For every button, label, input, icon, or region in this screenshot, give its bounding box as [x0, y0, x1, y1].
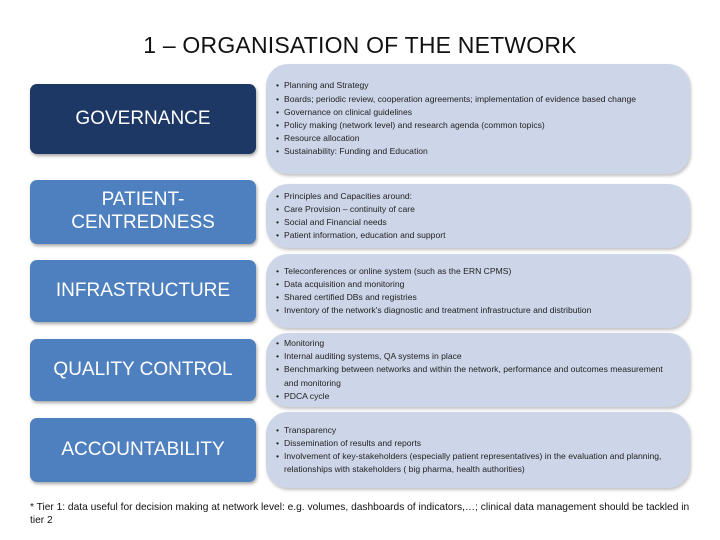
infrastructure-label: INFRASTRUCTURE — [30, 260, 256, 322]
accountability-item: • Transparency — [276, 424, 676, 437]
patient-centredness-item: • Principles and Capacities around: — [276, 190, 445, 203]
row-patient-centredness — [30, 180, 690, 250]
quality-control-details — [266, 333, 690, 407]
infrastructure-item: • Inventory of the network's diagnostic and treatment infrastructure and distribution — [276, 304, 591, 317]
governance-item: • Governance on clinical guidelines — [276, 106, 636, 119]
governance-item: • Sustainability: Funding and Education — [276, 145, 636, 158]
page-title: 1 – ORGANISATION OF THE NETWORK — [143, 32, 577, 58]
quality-control-label: QUALITY CONTROL — [30, 339, 256, 401]
accountability-item: • Dissemination of results and reports — [276, 437, 676, 450]
infrastructure-item: • Data acquisition and monitoring — [276, 278, 591, 291]
quality-control-item: • Internal auditing systems, QA systems in place — [276, 350, 676, 363]
accountability-details — [266, 412, 690, 488]
row-infrastructure — [30, 254, 690, 328]
patient-centredness-item: • Care Provision – continuity of care — [276, 203, 445, 216]
row-quality-control — [30, 333, 690, 407]
footnote: * Tier 1: data useful for decision making at network level: e.g. volumes, dashboards of indicators,…; clinical data management should be tackled in tier 2 — [30, 502, 690, 526]
infrastructure-item: • Teleconferences or online system (such as the ERN CPMS) — [276, 265, 591, 278]
governance-item: • Resource allocation — [276, 132, 636, 145]
row-accountability — [30, 412, 690, 488]
infrastructure-item: • Shared certified DBs and registries — [276, 291, 591, 304]
governance-details — [266, 64, 690, 174]
quality-control-item: • PDCA cycle — [276, 390, 676, 403]
infrastructure-details — [266, 254, 690, 328]
quality-control-item: • Monitoring — [276, 337, 676, 350]
patient-centredness-item: • Patient information, education and support — [276, 229, 445, 242]
patient-centredness-item: • Social and Financial needs — [276, 216, 445, 229]
accountability-item: • Involvement of key-stakeholders (especially patient representatives) in the evaluation and planning, relationships with stakeholders ( big pharma, health authorities) — [276, 450, 676, 476]
governance-item: • Planning and Strategy — [276, 79, 636, 92]
patient-centredness-details — [266, 184, 690, 248]
accountability-label: ACCOUNTABILITY — [30, 418, 256, 482]
governance-item: • Boards; periodic review, cooperation agreements; implementation of evidence based change — [276, 93, 636, 106]
quality-control-item: • Benchmarking between networks and within the network, performance and outcomes measurement and monitoring — [276, 363, 676, 389]
patient-centredness-label: PATIENT-CENTREDNESS — [30, 180, 256, 244]
governance-item: • Policy making (network level) and research agenda (common topics) — [276, 119, 636, 132]
row-governance — [30, 64, 690, 174]
governance-label: GOVERNANCE — [30, 84, 256, 154]
